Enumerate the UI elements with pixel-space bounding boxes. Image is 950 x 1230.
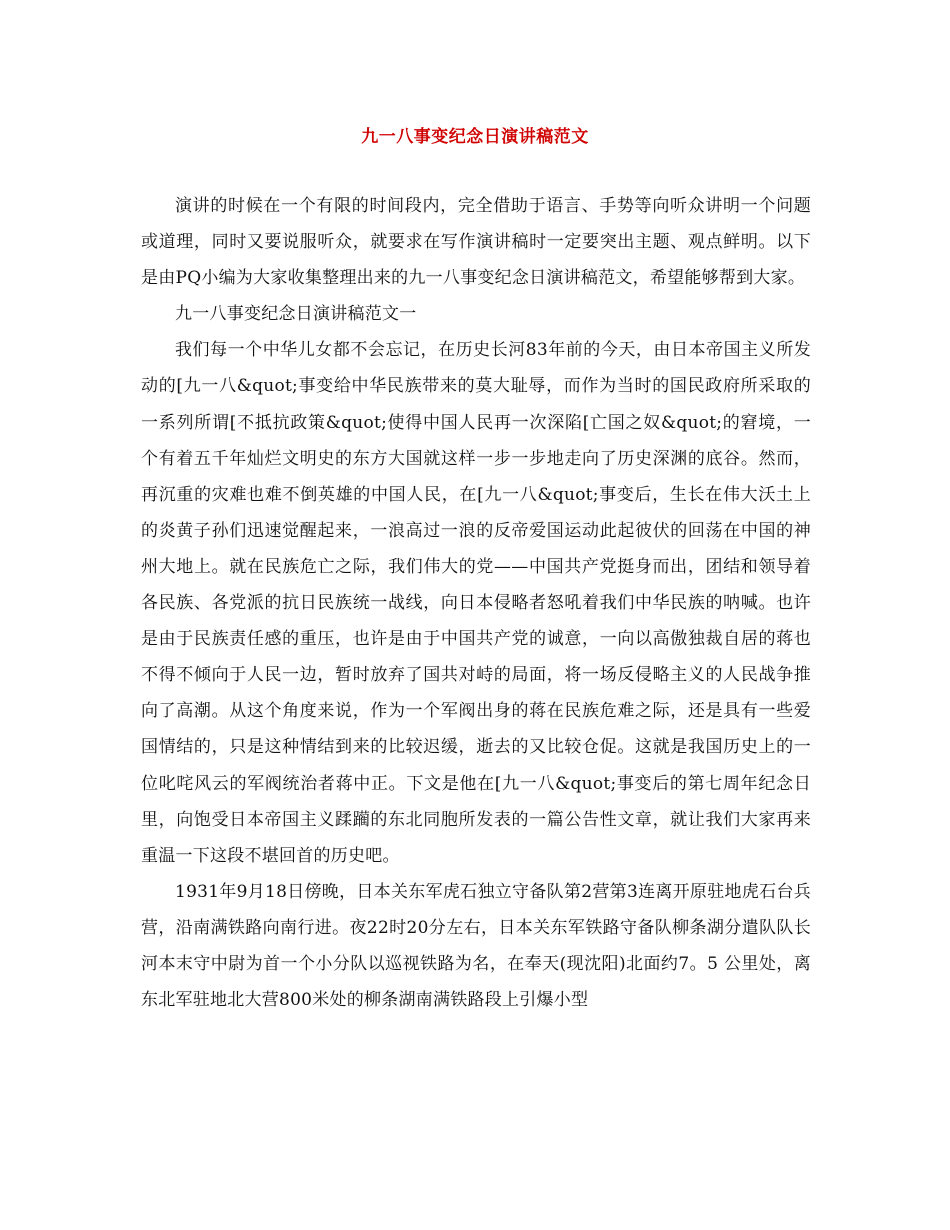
intro-paragraph: 演讲的时候在一个有限的时间段内，完全借助于语言、手势等向听众讲明一个问题或道理，同时又要说服听众，就要求在写作演讲稿时一定要突出主题、观点鲜明。以下是由PQ小编为大家收集整理出来的九一八事变纪念日演讲稿范文，希望能够帮到大家。 [141,196,811,289]
document-title: 九一八事变纪念日演讲稿范文 [361,127,589,147]
document-body [141,188,811,1018]
body-paragraph: 1931年9月18日傍晚，日本关东军虎石独立守备队第2营第3连离开原驻地虎石台兵营，沿南满铁路向南行进。夜22时20分左右，日本关东军铁路守备队柳条湖分遣队队长河本末守中尉为首一个小分队以巡视铁路为名，在奉天(现沈阳)北面约7。5 公里处，离东北军驻地北大营800米处的柳条湖南满铁路段上引爆小型 [141,881,811,1011]
section-heading: 九一八事变纪念日演讲稿范文一 [175,304,417,325]
body-paragraph: 我们每一个中华儿女都不会忘记，在历史长河83年前的今天，由日本帝国主义所发动的[九一八&quot;事变给中华民族带来的莫大耻辱，而作为当时的国民政府所采取的一系列所谓[不抵抗政策&quot;使得中国人民再一次深陷[亡国之奴&quot;的窘境，一个有着五千年灿烂文明史的东方大国就这样一步一步地走向了历史深渊的底谷。然而，再沉重的灾难也难不倒英雄的中国人民，在[九一八&quot;事变后，生长在伟大沃土上的炎黄子孙们迅速觉醒起来，一浪高过一浪的反帝爱国运动此起彼伏的回荡在中国的神州大地上。就在民族危亡之际，我们伟大的党——中国共产党挺身而出，团结和领导着各民族、各党派的抗日民族统一战线，向日本侵略者怒吼着我们中华民族的呐喊。也许是由于民族责任感的重压，也许是由于中国共产党的诚意，一向以高傲独裁自居的蒋也不得不倾向于人民一边，暂时放弃了国共对峙的局面，将一场反侵略主义的人民战争推向了高潮。从这个角度来说，作为一个军阀出身的蒋在民族危难之际，还是具有一些爱国情结的，只是这种情结到来的比较迟缓，逝去的又比较仓促。这就是我国历史上的一位叱咤风云的军阀统治者蒋中正。下文是他在[九一八&quot;事变后的第七周年纪念日里，向饱受日本帝国主义蹂躏的东北同胞所发表的一篇公告性文章，就让我们大家再来重温一下这段不堪回首的历史吧。 [141,340,811,866]
